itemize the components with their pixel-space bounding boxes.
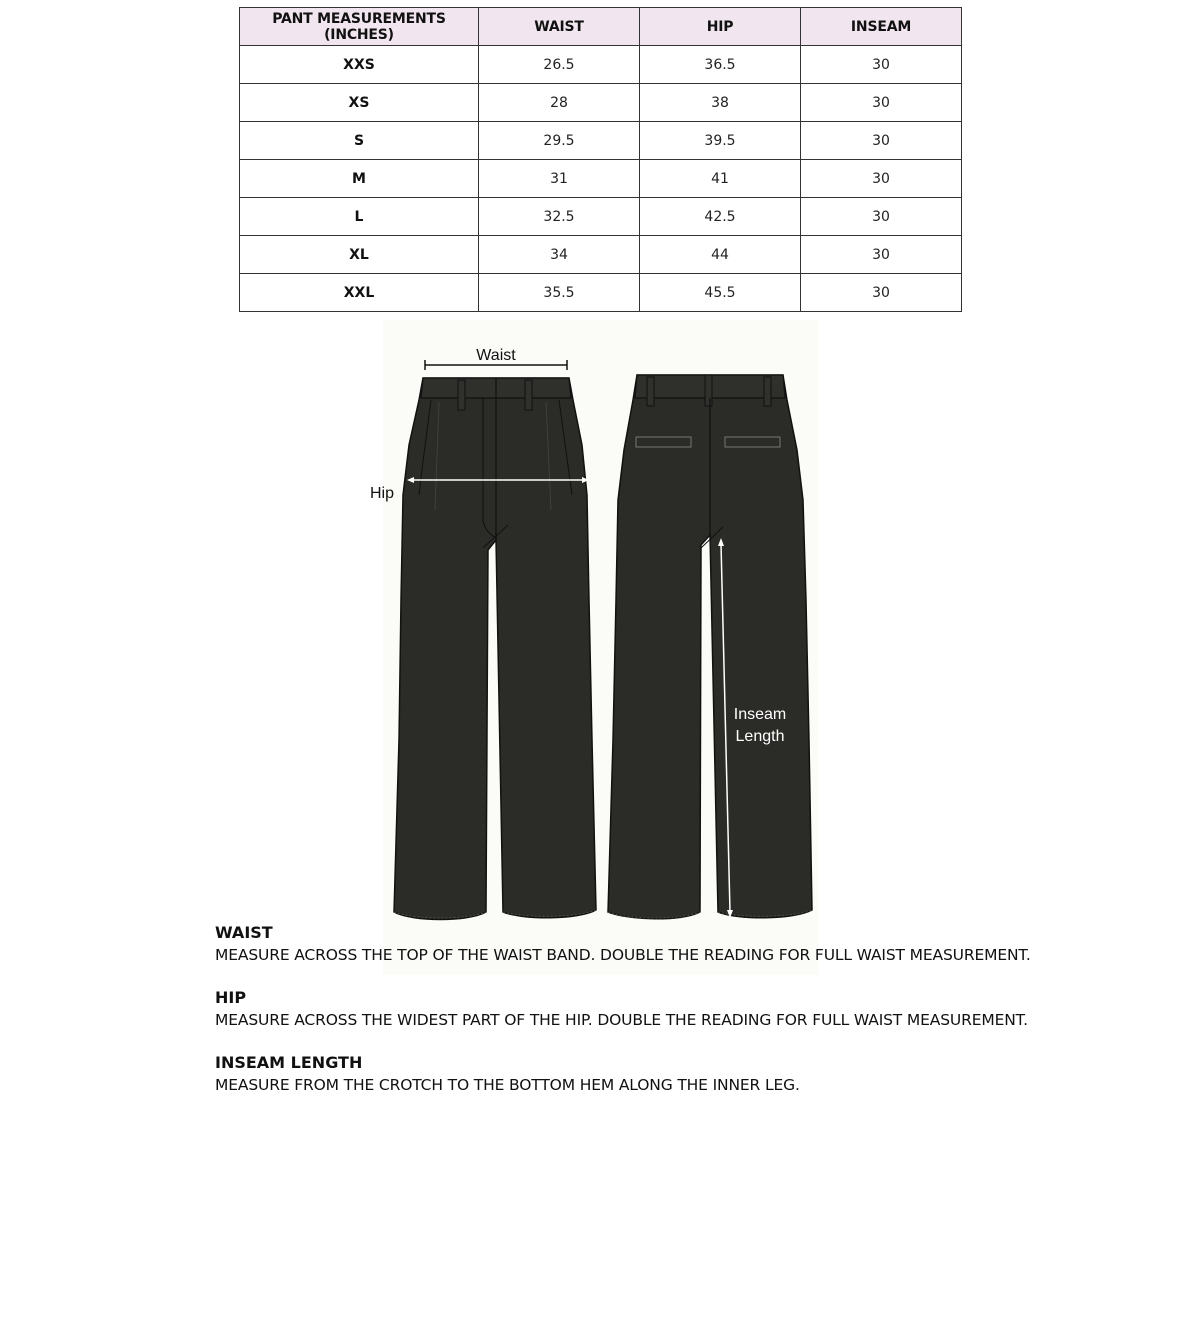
waist-cell: 29.5 (479, 122, 640, 160)
instruction-hip (215, 987, 1175, 1031)
front-pants-drawing (394, 378, 596, 920)
inseam-label-line1: Inseam (733, 706, 787, 723)
size-cell: XL (240, 236, 479, 274)
waist-cell: 35.5 (479, 274, 640, 312)
instruction-waist (215, 922, 1175, 966)
back-pants-drawing (608, 375, 812, 919)
table-row (240, 122, 962, 160)
hip-cell: 39.5 (640, 122, 801, 160)
size-cell: XXL (240, 274, 479, 312)
instruction-heading: INSEAM LENGTH (215, 1053, 363, 1072)
header-hip: HIP (640, 8, 801, 46)
table-header-row (240, 8, 962, 46)
table-row (240, 160, 962, 198)
hip-cell: 41 (640, 160, 801, 198)
hip-cell: 44 (640, 236, 801, 274)
table-row (240, 84, 962, 122)
size-cell: XXS (240, 46, 479, 84)
measurement-instructions (215, 922, 1175, 1117)
waist-cell: 34 (479, 236, 640, 274)
waist-label: Waist (476, 347, 516, 364)
size-cell: L (240, 198, 479, 236)
inseam-label-line2: Length (735, 728, 785, 745)
size-cell: XS (240, 84, 479, 122)
header-inseam: INSEAM (801, 8, 962, 46)
instruction-heading: WAIST (215, 923, 273, 942)
inseam-cell: 30 (801, 84, 962, 122)
inseam-cell: 30 (801, 46, 962, 84)
inseam-cell: 30 (801, 274, 962, 312)
hip-cell: 38 (640, 84, 801, 122)
instruction-text: MEASURE ACROSS THE WIDEST PART OF THE HIP. DOUBLE THE READING FOR FULL WAIST MEASUREMENT. (215, 1011, 1028, 1029)
hip-cell: 42.5 (640, 198, 801, 236)
size-chart-table (239, 7, 962, 312)
waist-cell: 28 (479, 84, 640, 122)
inseam-cell: 30 (801, 122, 962, 160)
size-cell: M (240, 160, 479, 198)
header-measurements: PANT MEASUREMENTS (INCHES) (240, 8, 479, 46)
hip-cell: 36.5 (640, 46, 801, 84)
hip-cell: 45.5 (640, 274, 801, 312)
table-row (240, 274, 962, 312)
inseam-cell: 30 (801, 236, 962, 274)
size-cell: S (240, 122, 479, 160)
table-row (240, 236, 962, 274)
table-row (240, 46, 962, 84)
inseam-cell: 30 (801, 198, 962, 236)
instruction-text: MEASURE ACROSS THE TOP OF THE WAIST BAND. DOUBLE THE READING FOR FULL WAIST MEASUREMENT. (215, 946, 1031, 964)
waist-cell: 32.5 (479, 198, 640, 236)
instruction-heading: HIP (215, 988, 247, 1007)
inseam-cell: 30 (801, 160, 962, 198)
instruction-inseam (215, 1052, 1175, 1096)
table-row (240, 198, 962, 236)
waist-cell: 31 (479, 160, 640, 198)
header-waist: WAIST (479, 8, 640, 46)
waist-cell: 26.5 (479, 46, 640, 84)
pants-illustration (383, 320, 818, 975)
instruction-text: MEASURE FROM THE CROTCH TO THE BOTTOM HEM ALONG THE INNER LEG. (215, 1076, 800, 1094)
hip-side-label: Hip (370, 485, 395, 502)
